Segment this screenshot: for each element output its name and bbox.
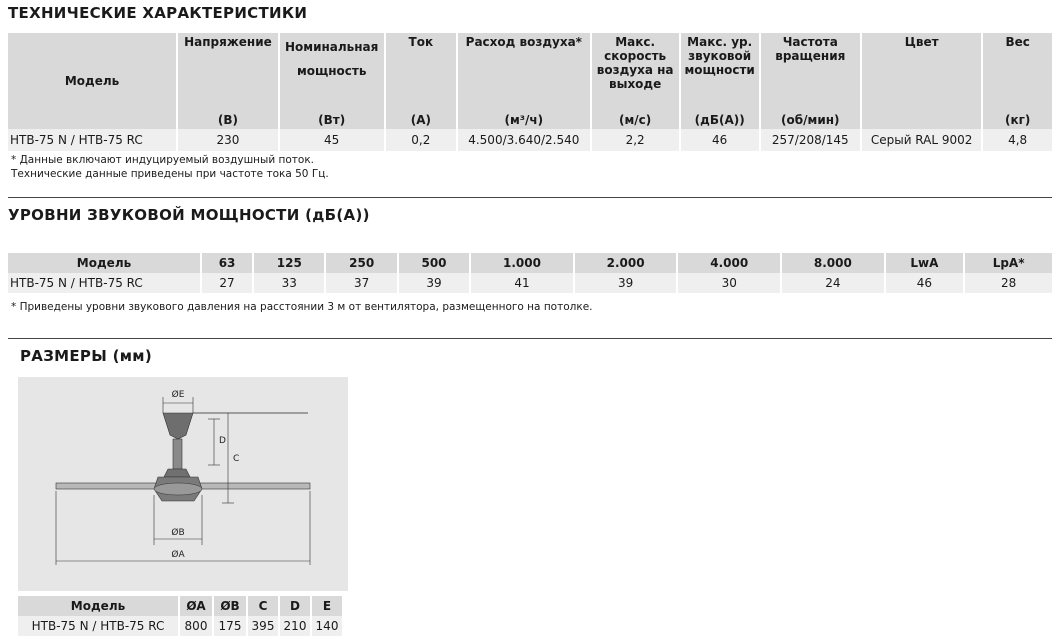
table-row [18,616,342,636]
tech-header-weight: Вес (кг) [983,33,1052,129]
sound-cell-8000: 24 [782,273,884,293]
sound-cell-1000: 41 [471,273,573,293]
sound-header-2000: 2.000 [575,253,677,273]
tech-header-rpm: Частота вращения (об/мин) [761,33,860,129]
dim-label-e: ØE [171,390,185,400]
dims-cell-e: 140 [312,616,342,636]
tech-cell-model: HTB-75 N / HTB-75 RC [8,129,176,151]
tech-header-sound-power: Макс. ур. звуковой мощности (дБ(A)) [681,33,759,129]
tech-header-current: Ток (A) [386,33,457,129]
sound-note: * Приведены уровни звукового давления на расстоянии 3 м от вентилятора, размещенного на потолке. [11,301,593,313]
motor-ring [154,483,202,495]
dims-cell-model: HTB-75 N / HTB-75 RC [18,616,178,636]
dims-section-title: РАЗМЕРЫ (мм) [20,347,153,365]
tech-cell-weight: 4,8 [983,129,1052,151]
sound-cell-250: 37 [326,273,396,293]
sound-cell-500: 39 [399,273,469,293]
tech-note-2: Технические данные приведены при частоте тока 50 Гц. [11,168,329,180]
sound-header-lpa: LpA* [965,253,1052,273]
tech-cell-airflow: 4.500/3.640/2.540 [458,129,589,151]
table-row [8,129,1052,151]
table-row [8,273,1052,293]
tech-header-power: Номинальная мощность (Вт) [280,33,384,129]
tech-table [6,33,1054,151]
sound-header-model: Модель [8,253,200,273]
sound-cell-4000: 30 [678,273,780,293]
motor-top [164,469,190,477]
tech-section-title: ТЕХНИЧЕСКИЕ ХАРАКТЕРИСТИКИ [8,4,308,22]
tech-cell-current: 0,2 [386,129,457,151]
tech-cell-sound-power: 46 [681,129,759,151]
sound-header-lwa: LwA [886,253,964,273]
dim-label-c: C [233,454,240,464]
dims-header-model: Модель [18,596,178,616]
sound-header-250: 250 [326,253,396,273]
sound-header-4000: 4.000 [678,253,780,273]
downrod [173,439,182,469]
sound-header-125: 125 [254,253,324,273]
dims-cell-b: 175 [214,616,246,636]
sound-cell-model: HTB-75 N / HTB-75 RC [8,273,200,293]
dims-header-a: ØA [180,596,212,616]
tech-notes [11,153,329,181]
sound-header-63: 63 [202,253,252,273]
tech-header-color: Цвет [862,33,981,129]
sound-cell-lpa: 28 [965,273,1052,293]
sound-header-8000: 8.000 [782,253,884,273]
sound-cell-2000: 39 [575,273,677,293]
sound-section-title: УРОВНИ ЗВУКОВОЙ МОЩНОСТИ (дБ(A)) [8,206,370,224]
dims-cell-a: 800 [180,616,212,636]
dim-label-b: ØB [171,528,185,538]
fan-drawing-svg [18,377,348,591]
dim-label-a: ØA [171,550,185,560]
dims-header-d: D [280,596,310,616]
dims-header-c: C [248,596,278,616]
dims-header-e: E [312,596,342,616]
divider [8,197,1052,198]
sound-cell-lwa: 46 [886,273,964,293]
tech-cell-voltage: 230 [178,129,278,151]
ceiling-mount [163,413,193,439]
tech-cell-color: Серый RAL 9002 [862,129,981,151]
dims-header-b: ØB [214,596,246,616]
tech-header-voltage: Напряжение (В) [178,33,278,129]
divider [8,338,1052,339]
sound-cell-125: 33 [254,273,324,293]
sound-cell-63: 27 [202,273,252,293]
tech-header-airflow: Расход воздуха* (м³/ч) [458,33,589,129]
tech-note-1: * Данные включают индуцируемый воздушный поток. [11,154,315,166]
dims-cell-d: 210 [280,616,310,636]
dims-table [16,596,344,636]
sound-table [6,253,1054,293]
tech-cell-power: 45 [280,129,384,151]
tech-header-model: Модель [8,33,176,129]
tech-header-max-speed: Макс. скорость воздуха на выходе (м/с) [592,33,679,129]
dim-label-d: D [219,436,226,446]
sound-header-500: 500 [399,253,469,273]
fan-dimension-drawing [18,377,348,591]
sound-header-1000: 1.000 [471,253,573,273]
tech-cell-max-speed: 2,2 [592,129,679,151]
tech-cell-rpm: 257/208/145 [761,129,860,151]
dims-cell-c: 395 [248,616,278,636]
